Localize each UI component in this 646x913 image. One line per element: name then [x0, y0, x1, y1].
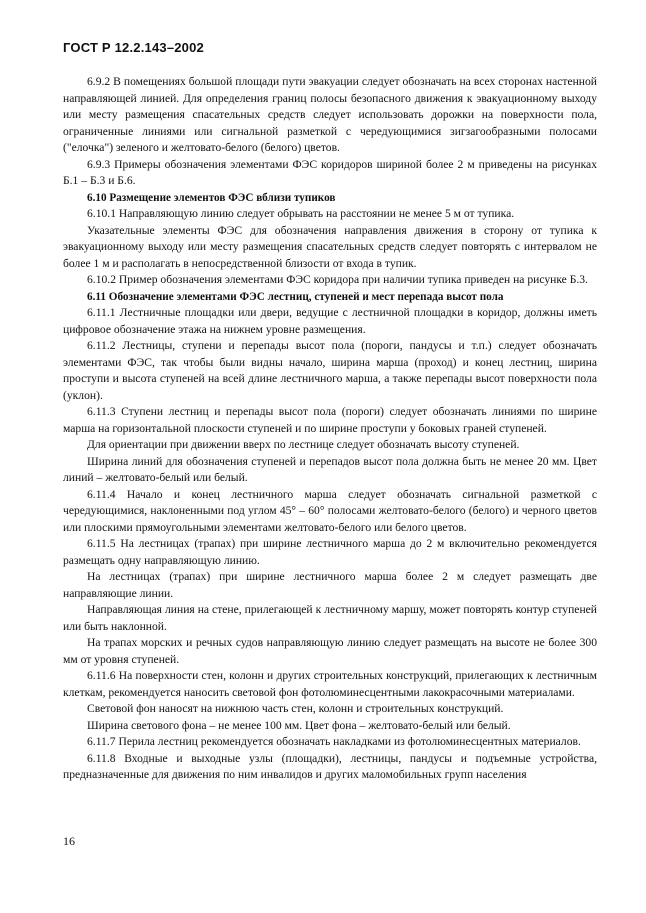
paragraph-6-10-2: 6.10.2 Пример обозначения элементами ФЭС коридора при наличии тупика приведен на рисунке Б.3.: [87, 273, 588, 286]
heading-6-11: 6.11 Обозначение элементами ФЭС лестниц, ступеней и мест перепада высот пола: [87, 290, 504, 303]
paragraph-6-11-1: 6.11.1 Лестничные площадки или двери, ведущие с лестничной площадки в коридор, должны иметь цифровое обозначение этажа на нижнем уровне размещения.: [63, 306, 597, 336]
paragraph-line-width: Ширина линий для обозначения ступеней и перепадов высот пола должна быть не менее 20 мм. Цвет линий – желтовато-белый или белый.: [63, 454, 597, 484]
standard-header: ГОСТ Р 12.2.143–2002: [63, 40, 204, 55]
paragraph-6-9-3: 6.9.3 Примеры обозначения элементами ФЭС коридоров шириной более 2 м приведены на рисунках Б.1 – Б.3 и Б.6.: [63, 157, 597, 187]
paragraph-6-11-6-width: Ширина светового фона – не менее 100 мм. Цвет фона – желтовато-белый или белый.: [87, 718, 511, 732]
paragraph-6-10-1-cont: Указательные элементы ФЭС для обозначения направления движения в сторону от тупика к эвакуационному выходу или месту размещения спасательных средств следует повторять с интервалом не более 1 м и располагать в непосредственной близости от входа в тупик.: [63, 223, 597, 270]
paragraph-6-10-1: 6.10.1 Направляющую линию следует обрывать на расстоянии не менее 5 м от тупика.: [87, 207, 515, 220]
paragraph-6-11-4: 6.11.4 Начало и конец лестничного марша следует обозначать сигнальной разметкой с чередующимися, наклоненными под углом 45° – 60° полосами желтовато-белого (белого) и черного цветов или плоскими прямоугольными элементами желтовато-белого или белого цветов.: [63, 487, 597, 534]
paragraph-6-11-6: 6.11.6 На поверхности стен, колонн и других строительных конструкций, прилегающих к лестничным клеткам, рекомендуется наносить световой фон фотолюминесцентными лакокрасочными материалами.: [63, 669, 597, 699]
paragraph-6-11-5-two-lines: На лестницах (трапах) при ширине лестничного марша более 2 м следует размещать две направляющие линии.: [63, 570, 597, 600]
paragraph-6-11-5-ships: На трапах морских и речных судов направляющую линию следует размещать на высоте не более 300 мм от уровня ступеней.: [63, 636, 597, 666]
paragraph-6-11-5-wall: Направляющая линия на стене, прилегающей к лестничному маршу, может повторять контур ступеней или быть наклонной.: [63, 603, 597, 633]
paragraph-6-9-2: 6.9.2 В помещениях большой площади пути эвакуации следует обозначать на всех сторонах настенной направляющей линией. Для определения границ полосы безопасного движения к эвакуационному выходу или месту размещения спасательных средств следует использовать дорожки на поверхности пола, ограниченные линиями или сигнальной разметкой с чередующимися зигзагообразными полосами ("елочка") зеленого и желтовато-белого (белого) цветов.: [63, 75, 597, 154]
paragraph-6-11-2: 6.11.2 Лестницы, ступени и перепады высот пола (пороги, пандусы и т.п.) следует обозначать элементами ФЭС, так чтобы были видны начало, ширина марша (проход) и конец лестниц, ширина проступи и высота ступеней на всей длине лестничного марша, а также перепады высот поверхности пола (уклон).: [63, 339, 597, 402]
paragraph-6-11-3-cont: Для ориентации при движении вверх по лестнице следует обозначать высоту ступеней.: [87, 438, 520, 451]
paragraph-6-11-7: 6.11.7 Перила лестниц рекомендуется обозначать накладками из фотолюминесцентных материалов.: [87, 735, 581, 748]
page-number: 16: [63, 834, 75, 848]
paragraph-6-11-3: 6.11.3 Ступени лестниц и перепады высот пола (пороги) следует обозначать линиями по ширине марша на горизонтальной плоскости ступеней и по ширине проступи у боковых граней ступеней.: [63, 405, 597, 435]
paragraph-6-11-6-cont: Световой фон наносят на нижнюю часть стен, колонн и строительных конструкций.: [87, 702, 504, 715]
paragraph-6-11-5: 6.11.5 На лестницах (трапах) при ширине лестничного марша до 2 м включительно рекомендуется размещать одну направляющую линию.: [63, 537, 597, 567]
paragraph-6-11-8: 6.11.8 Входные и выходные узлы (площадки), лестницы, пандусы и подъемные устройства, предназначенные для движения по ним инвалидов и других маломобильных групп населения: [63, 751, 597, 781]
page-body: [63, 74, 597, 784]
heading-6-10: 6.10 Размещение элементов ФЭС вблизи тупиков: [87, 191, 336, 204]
